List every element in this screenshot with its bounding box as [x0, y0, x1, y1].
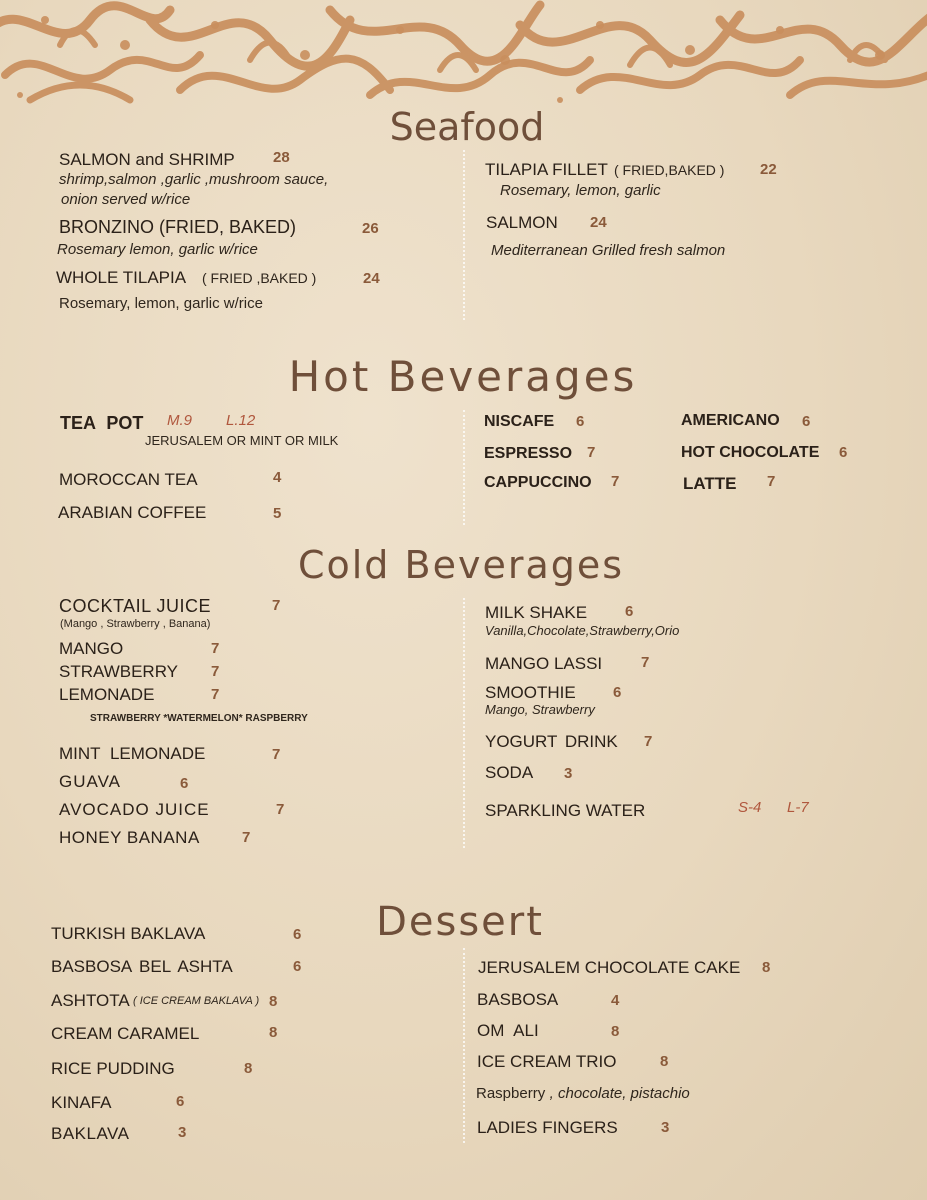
cold-item-price: 6	[180, 775, 189, 792]
cold-item-desc: Mango, Strawberry	[485, 702, 595, 717]
cold-item-price: 7	[644, 733, 653, 750]
hot-item-price: 7	[611, 473, 620, 490]
hot-item-price: 6	[802, 413, 811, 430]
seafood-item-price: 28	[273, 149, 290, 166]
seafood-item-option: ( FRIED,BAKED )	[614, 162, 725, 178]
dessert-item-price: 8	[611, 1023, 620, 1040]
cold-item-price: 7	[211, 663, 220, 680]
hot-item-name: LATTE	[683, 474, 737, 493]
cold-item-name: HONEY BANANA	[59, 828, 200, 847]
cold-item-name: GUAVA	[59, 772, 121, 791]
cold-item-price: 6	[625, 603, 634, 620]
cold-item-price: 7	[641, 654, 650, 671]
calligraphy-banner	[0, 0, 927, 108]
cocktail-juice-note: (Mango , Strawberry , Banana)	[60, 618, 211, 630]
cold-item-name: SPARKLING WATER	[485, 801, 646, 820]
tea-pot-note: JERUSALEM OR MINT OR MILK	[145, 433, 339, 448]
seafood-item-desc: Rosemary, lemon, garlic	[500, 182, 661, 199]
seafood-item-price: 24	[590, 214, 607, 231]
cocktail-juice-name: COCKTAIL JUICE	[59, 596, 212, 616]
dessert-item-price: 8	[660, 1053, 669, 1070]
ice-cream-trio-desc-raspberry: Raspberry	[476, 1085, 546, 1102]
cold-item-name: MILK SHAKE	[485, 603, 588, 622]
cold-item-name: MANGO LASSI	[485, 654, 603, 673]
cold-beverages-heading: Cold Beverages	[297, 543, 625, 587]
seafood-item-desc: onion served w/rice	[61, 191, 191, 208]
dessert-item-name: BASBOSA BEL ASHTA	[51, 957, 233, 976]
dessert-item-price: 8	[762, 959, 771, 976]
dessert-item-price: 3	[661, 1119, 670, 1136]
cold-item-price: 6	[613, 684, 622, 701]
cold-item-price: 7	[242, 829, 251, 846]
seafood-item-option: ( FRIED ,BAKED )	[202, 270, 317, 286]
cold-item-price: 7	[211, 640, 220, 657]
seafood-item-name: SALMON	[486, 213, 558, 232]
seafood-item-price: 22	[760, 161, 777, 178]
dessert-item-name: RICE PUDDING	[51, 1059, 175, 1078]
cold-item-desc: Vanilla,Chocolate,Strawberry,Orio	[485, 623, 680, 638]
seafood-item-desc: shrimp,salmon ,garlic ,mushroom sauce,	[59, 171, 329, 188]
cold-item-price: 7	[272, 746, 281, 763]
hot-item-price: 7	[587, 444, 596, 461]
dessert-item-name: KINAFA	[51, 1093, 112, 1112]
sparkling-water-size-small: S-4	[738, 799, 762, 816]
hot-item-price: 4	[273, 469, 282, 486]
seafood-item-name: TILAPIA FILLET	[485, 160, 608, 179]
cold-item-name: MINT LEMONADE	[59, 744, 206, 763]
cold-item-name: LEMONADE	[59, 685, 155, 704]
seafood-item-price: 24	[363, 270, 380, 287]
dessert-item-name: LADIES FINGERS	[477, 1118, 618, 1137]
hot-item-price: 6	[839, 444, 848, 461]
hot-item-price: 5	[273, 505, 282, 522]
seafood-item-name: BRONZINO (FRIED, BAKED)	[59, 217, 297, 237]
dessert-item-price: 4	[611, 992, 620, 1009]
hot-beverages-heading: Hot Beverages	[288, 352, 638, 401]
tea-pot-size-medium: M.9	[167, 412, 193, 429]
dessert-item-name: BASBOSA	[477, 990, 559, 1009]
hot-item-name: ESPRESSO	[484, 445, 573, 462]
dessert-item-name: TURKISH BAKLAVA	[51, 924, 206, 943]
sparkling-water-size-large: L-7	[787, 799, 809, 816]
cold-item-name: SMOOTHIE	[485, 683, 576, 702]
cold-item-name: STRAWBERRY	[59, 662, 179, 681]
seafood-item-price: 26	[362, 220, 379, 237]
dessert-item-price: 8	[269, 1024, 278, 1041]
ice-cream-trio-desc-rest: , chocolate, pistachio	[549, 1085, 690, 1102]
cold-item-name: AVOCADO JUICE	[59, 800, 210, 819]
seafood-item-name: WHOLE TILAPIA	[56, 268, 187, 287]
cocktail-juice-price: 7	[272, 597, 281, 614]
seafood-heading: Seafood	[389, 105, 545, 149]
dessert-item-price: 6	[293, 958, 302, 975]
dessert-item-price: 3	[178, 1124, 187, 1141]
ashtota-note: ( ICE CREAM BAKLAVA )	[133, 995, 260, 1007]
cold-item-name: MANGO	[59, 639, 124, 658]
seafood-item-desc: Rosemary, lemon, garlic w/rice	[59, 295, 263, 312]
hot-item-name: AMERICANO	[681, 412, 780, 429]
hot-item-name: ARABIAN COFFEE	[58, 503, 207, 522]
seafood-item-desc: Rosemary lemon, garlic w/rice	[57, 241, 258, 258]
seafood-divider	[463, 150, 465, 320]
cold-item-price: 3	[564, 765, 573, 782]
hot-item-price: 7	[767, 473, 776, 490]
seafood-item-desc: Mediterranean Grilled fresh salmon	[491, 242, 726, 259]
seafood-item-name: SALMON and SHRIMP	[59, 150, 235, 169]
dessert-item-name: ASHTOTA	[51, 991, 130, 1010]
dessert-item-name: OM ALI	[477, 1021, 539, 1040]
dessert-item-price: 6	[176, 1093, 185, 1110]
dessert-item-price: 6	[293, 926, 302, 943]
cold-divider	[463, 598, 465, 848]
hot-item-name: MOROCCAN TEA	[59, 470, 198, 489]
lemonade-flavors-note: STRAWBERRY *WATERMELON* RASPBERRY	[90, 713, 308, 724]
dessert-item-price: 8	[269, 993, 278, 1010]
ice-cream-trio-desc	[476, 1085, 690, 1103]
dessert-item-name: JERUSALEM CHOCOLATE CAKE	[478, 958, 741, 977]
hot-divider	[463, 410, 465, 525]
dessert-heading: Dessert	[376, 899, 544, 945]
dessert-item-name: CREAM CARAMEL	[51, 1024, 200, 1043]
hot-item-name: HOT CHOCOLATE	[681, 444, 820, 461]
dessert-item-price: 8	[244, 1060, 253, 1077]
dessert-item-name: ICE CREAM TRIO	[477, 1052, 617, 1071]
calligraphy-pattern-icon	[0, 0, 927, 108]
cold-item-price: 7	[211, 686, 220, 703]
dessert-item-name: BAKLAVA	[51, 1124, 130, 1143]
hot-item-price: 6	[576, 413, 585, 430]
dessert-divider	[463, 948, 465, 1143]
tea-pot-size-large: L.12	[226, 412, 256, 429]
hot-item-name: CAPPUCCINO	[484, 474, 592, 491]
hot-item-name: NISCAFE	[484, 413, 555, 430]
cold-item-name: SODA	[485, 763, 534, 782]
cold-item-name: YOGURT DRINK	[485, 732, 618, 751]
tea-pot-name: TEA POT	[60, 413, 144, 433]
cold-item-price: 7	[276, 801, 285, 818]
